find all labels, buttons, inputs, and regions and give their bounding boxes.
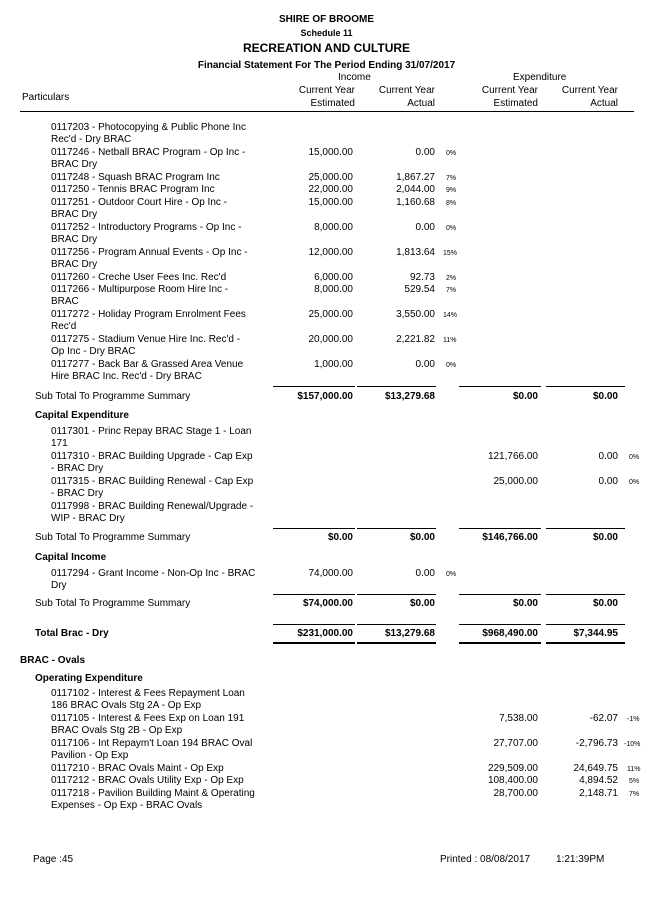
exp-percent: 0% [629,479,640,486]
rule [546,642,625,644]
income-est-heading-2: Estimated [310,98,355,109]
page-number: Page :45 [33,854,74,865]
income-estimated: 25,000.00 [308,309,353,320]
total-income-est: $231,000.00 [297,628,353,639]
total-label: Total Brac - Dry [35,628,109,639]
rule [273,528,355,529]
subtotal-exp-act: $0.00 [592,391,618,402]
list-item: 0117106 - Int Repaym't Loan 194 BRAC Oval Pavilion - Op Exp [51,738,253,761]
subtotal-income-act: $0.00 [409,598,435,609]
exp-estimated: 28,700.00 [493,788,538,799]
particulars-heading: Particulars [22,92,70,103]
exp-actual: 0.00 [598,451,618,462]
income-percent: 0% [446,571,457,578]
income-estimated: 15,000.00 [308,197,353,208]
list-item: 0117105 - Interest & Fees Exp on Loan 191 BRAC Ovals Stg 2B - Op Exp [51,713,245,736]
income-estimated: 12,000.00 [308,247,353,258]
income-actual: 92.73 [409,272,435,283]
income-percent: 2% [446,275,457,282]
exp-estimated: 7,538.00 [499,713,538,724]
income-est-heading-1: Current Year [298,85,355,96]
exp-estimated: 121,766.00 [487,451,538,462]
rule [546,386,625,387]
rule [357,642,436,644]
income-estimated: 74,000.00 [308,568,353,579]
subtotal-income-est: $157,000.00 [297,391,353,402]
rule [357,528,436,529]
list-item: 0117294 - Grant Income - Non-Op Inc - BRAC Dry [51,568,256,591]
subtotal-income-act: $0.00 [409,532,435,543]
section-title: BRAC - Ovals [20,655,86,666]
subtotal-income-act: $13,279.68 [384,391,435,402]
subtotal-exp-est: $0.00 [512,598,538,609]
income-estimated: 1,000.00 [314,359,353,370]
list-item: 0117218 - Pavilion Building Maint & Operating Expenses - Op Exp - BRAC Ovals [51,788,255,811]
rule [546,624,625,625]
income-actual: 1,867.27 [396,172,435,183]
exp-act-heading-1: Current Year [561,85,618,96]
schedule-label: Schedule 11 [300,28,353,38]
exp-percent: 11% [627,766,641,773]
rule [459,594,541,595]
income-heading: Income [338,72,371,83]
income-actual: 2,044.00 [396,184,435,195]
section-title: Capital Expenditure [35,410,129,421]
income-actual: 3,550.00 [396,309,435,320]
list-item: 0117210 - BRAC Ovals Maint - Op Exp [51,763,224,774]
income-percent: 8% [446,200,457,207]
rule [459,642,541,644]
rule [459,624,541,625]
list-item: 0117301 - Princ Repay BRAC Stage 1 - Loan 171 [51,426,252,449]
exp-act-heading-2: Actual [590,98,618,109]
exp-estimated: 27,707.00 [493,738,538,749]
rule [273,386,355,387]
header-rule [20,111,634,112]
list-item: 0117275 - Stadium Venue Hire Inc. Rec'd - Op Inc - Dry BRAC [51,334,241,357]
rule [357,594,436,595]
list-item: 0117252 - Introductory Programs - Op Inc - BRAC Dry [51,222,242,245]
rule [546,528,625,529]
section-title: Capital Income [35,552,107,563]
printed-time: 1:21:39PM [556,854,605,865]
income-estimated: 20,000.00 [308,334,353,345]
income-act-heading-1: Current Year [378,85,435,96]
income-percent: 0% [446,362,457,369]
expenditure-heading: Expenditure [513,72,567,83]
income-percent: 0% [446,225,457,232]
exp-estimated: 25,000.00 [493,476,538,487]
subtotal-exp-est: $0.00 [512,391,538,402]
exp-actual: -2,796.73 [575,738,618,749]
list-item: 0117315 - BRAC Building Renewal - Cap Exp - BRAC Dry [51,476,254,499]
printed-date: Printed : 08/08/2017 [440,854,531,865]
exp-estimated: 229,509.00 [487,763,538,774]
total-income-act: $13,279.68 [384,628,435,639]
list-item: 0117277 - Back Bar & Grassed Area Venue Hire BRAC Inc. Rec'd - Dry BRAC [51,359,244,382]
exp-percent: -10% [624,741,641,748]
list-item: 0117250 - Tennis BRAC Program Inc [51,184,215,195]
rule [273,594,355,595]
subtotal-exp-act: $0.00 [592,532,618,543]
exp-estimated: 108,400.00 [487,775,538,786]
exp-est-heading-1: Current Year [481,85,538,96]
subtotal-income-est: $0.00 [327,532,353,543]
rule [357,624,436,625]
subtotal-label: Sub Total To Programme Summary [35,598,191,609]
exp-percent: -1% [627,716,640,723]
income-percent: 0% [446,150,457,157]
list-item: 0117272 - Holiday Program Enrolment Fees Rec'd [51,309,246,332]
list-item: 0117310 - BRAC Building Upgrade - Cap Exp - BRAC Dry [51,451,253,474]
income-percent: 7% [446,287,457,294]
rule [273,624,355,625]
income-estimated: 8,000.00 [314,222,353,233]
subtotal-income-est: $74,000.00 [302,598,353,609]
exp-actual: 24,649.75 [573,763,618,774]
income-actual: 529.54 [404,284,435,295]
exp-est-heading-2: Estimated [493,98,538,109]
income-actual: 1,813.64 [396,247,435,258]
statement-title: Financial Statement For The Period Ending 31/07/2017 [197,60,456,71]
income-percent: 15% [443,250,458,257]
exp-percent: 5% [629,778,640,785]
income-actual: 2,221.82 [396,334,435,345]
subtotal-label: Sub Total To Programme Summary [35,532,191,543]
list-item: 0117246 - Netball BRAC Program - Op Inc - BRAC Dry [51,147,246,170]
income-estimated: 15,000.00 [308,147,353,158]
list-item: 0117998 - BRAC Building Renewal/Upgrade - WIP - BRAC Dry [51,501,254,524]
subtotal-label: Sub Total To Programme Summary [35,391,191,402]
rule [546,594,625,595]
income-actual: 0.00 [415,147,435,158]
list-item: 0117251 - Outdoor Court Hire - Op Inc - BRAC Dry [51,197,228,220]
income-estimated: 25,000.00 [308,172,353,183]
exp-percent: 7% [629,791,640,798]
exp-actual: 0.00 [598,476,618,487]
income-percent: 7% [446,175,457,182]
income-actual: 0.00 [415,359,435,370]
income-actual: 0.00 [415,568,435,579]
total-exp-est: $968,490.00 [482,628,538,639]
exp-actual: 4,894.52 [579,775,618,786]
subtotal-exp-est: $146,766.00 [482,532,538,543]
list-item: 0117248 - Squash BRAC Program Inc [51,172,220,183]
section-subtitle: Operating Expenditure [35,673,143,684]
list-item: 0117212 - BRAC Ovals Utility Exp - Op Exp [51,775,244,786]
list-item: 0117266 - Multipurpose Room Hire Inc - BRAC [51,284,229,307]
org-name: SHIRE OF BROOME [278,14,374,25]
income-estimated: 6,000.00 [314,272,353,283]
subtotal-exp-act: $0.00 [592,598,618,609]
exp-percent: 0% [629,454,640,461]
list-item: 0117203 - Photocopying & Public Phone Inc Rec'd - Dry BRAC [51,122,246,145]
income-percent: 9% [446,187,457,194]
total-exp-act: $7,344.95 [573,628,618,639]
rule [459,528,541,529]
list-item: 0117260 - Creche User Fees Inc. Rec'd [51,272,227,283]
income-actual: 1,160.68 [396,197,435,208]
rule [459,386,541,387]
list-item: 0117256 - Program Annual Events - Op Inc - BRAC Dry [51,247,248,270]
program-title: RECREATION AND CULTURE [242,41,411,55]
exp-actual: -62.07 [589,713,618,724]
rule [273,642,355,644]
list-item: 0117102 - Interest & Fees Repayment Loan 186 BRAC Ovals Stg 2A - Op Exp [51,688,245,711]
rule [357,386,436,387]
exp-actual: 2,148.71 [579,788,618,799]
income-actual: 0.00 [415,222,435,233]
income-estimated: 22,000.00 [308,184,353,195]
income-percent: 11% [443,337,457,344]
income-percent: 14% [443,312,458,319]
income-act-heading-2: Actual [407,98,435,109]
income-estimated: 8,000.00 [314,284,353,295]
